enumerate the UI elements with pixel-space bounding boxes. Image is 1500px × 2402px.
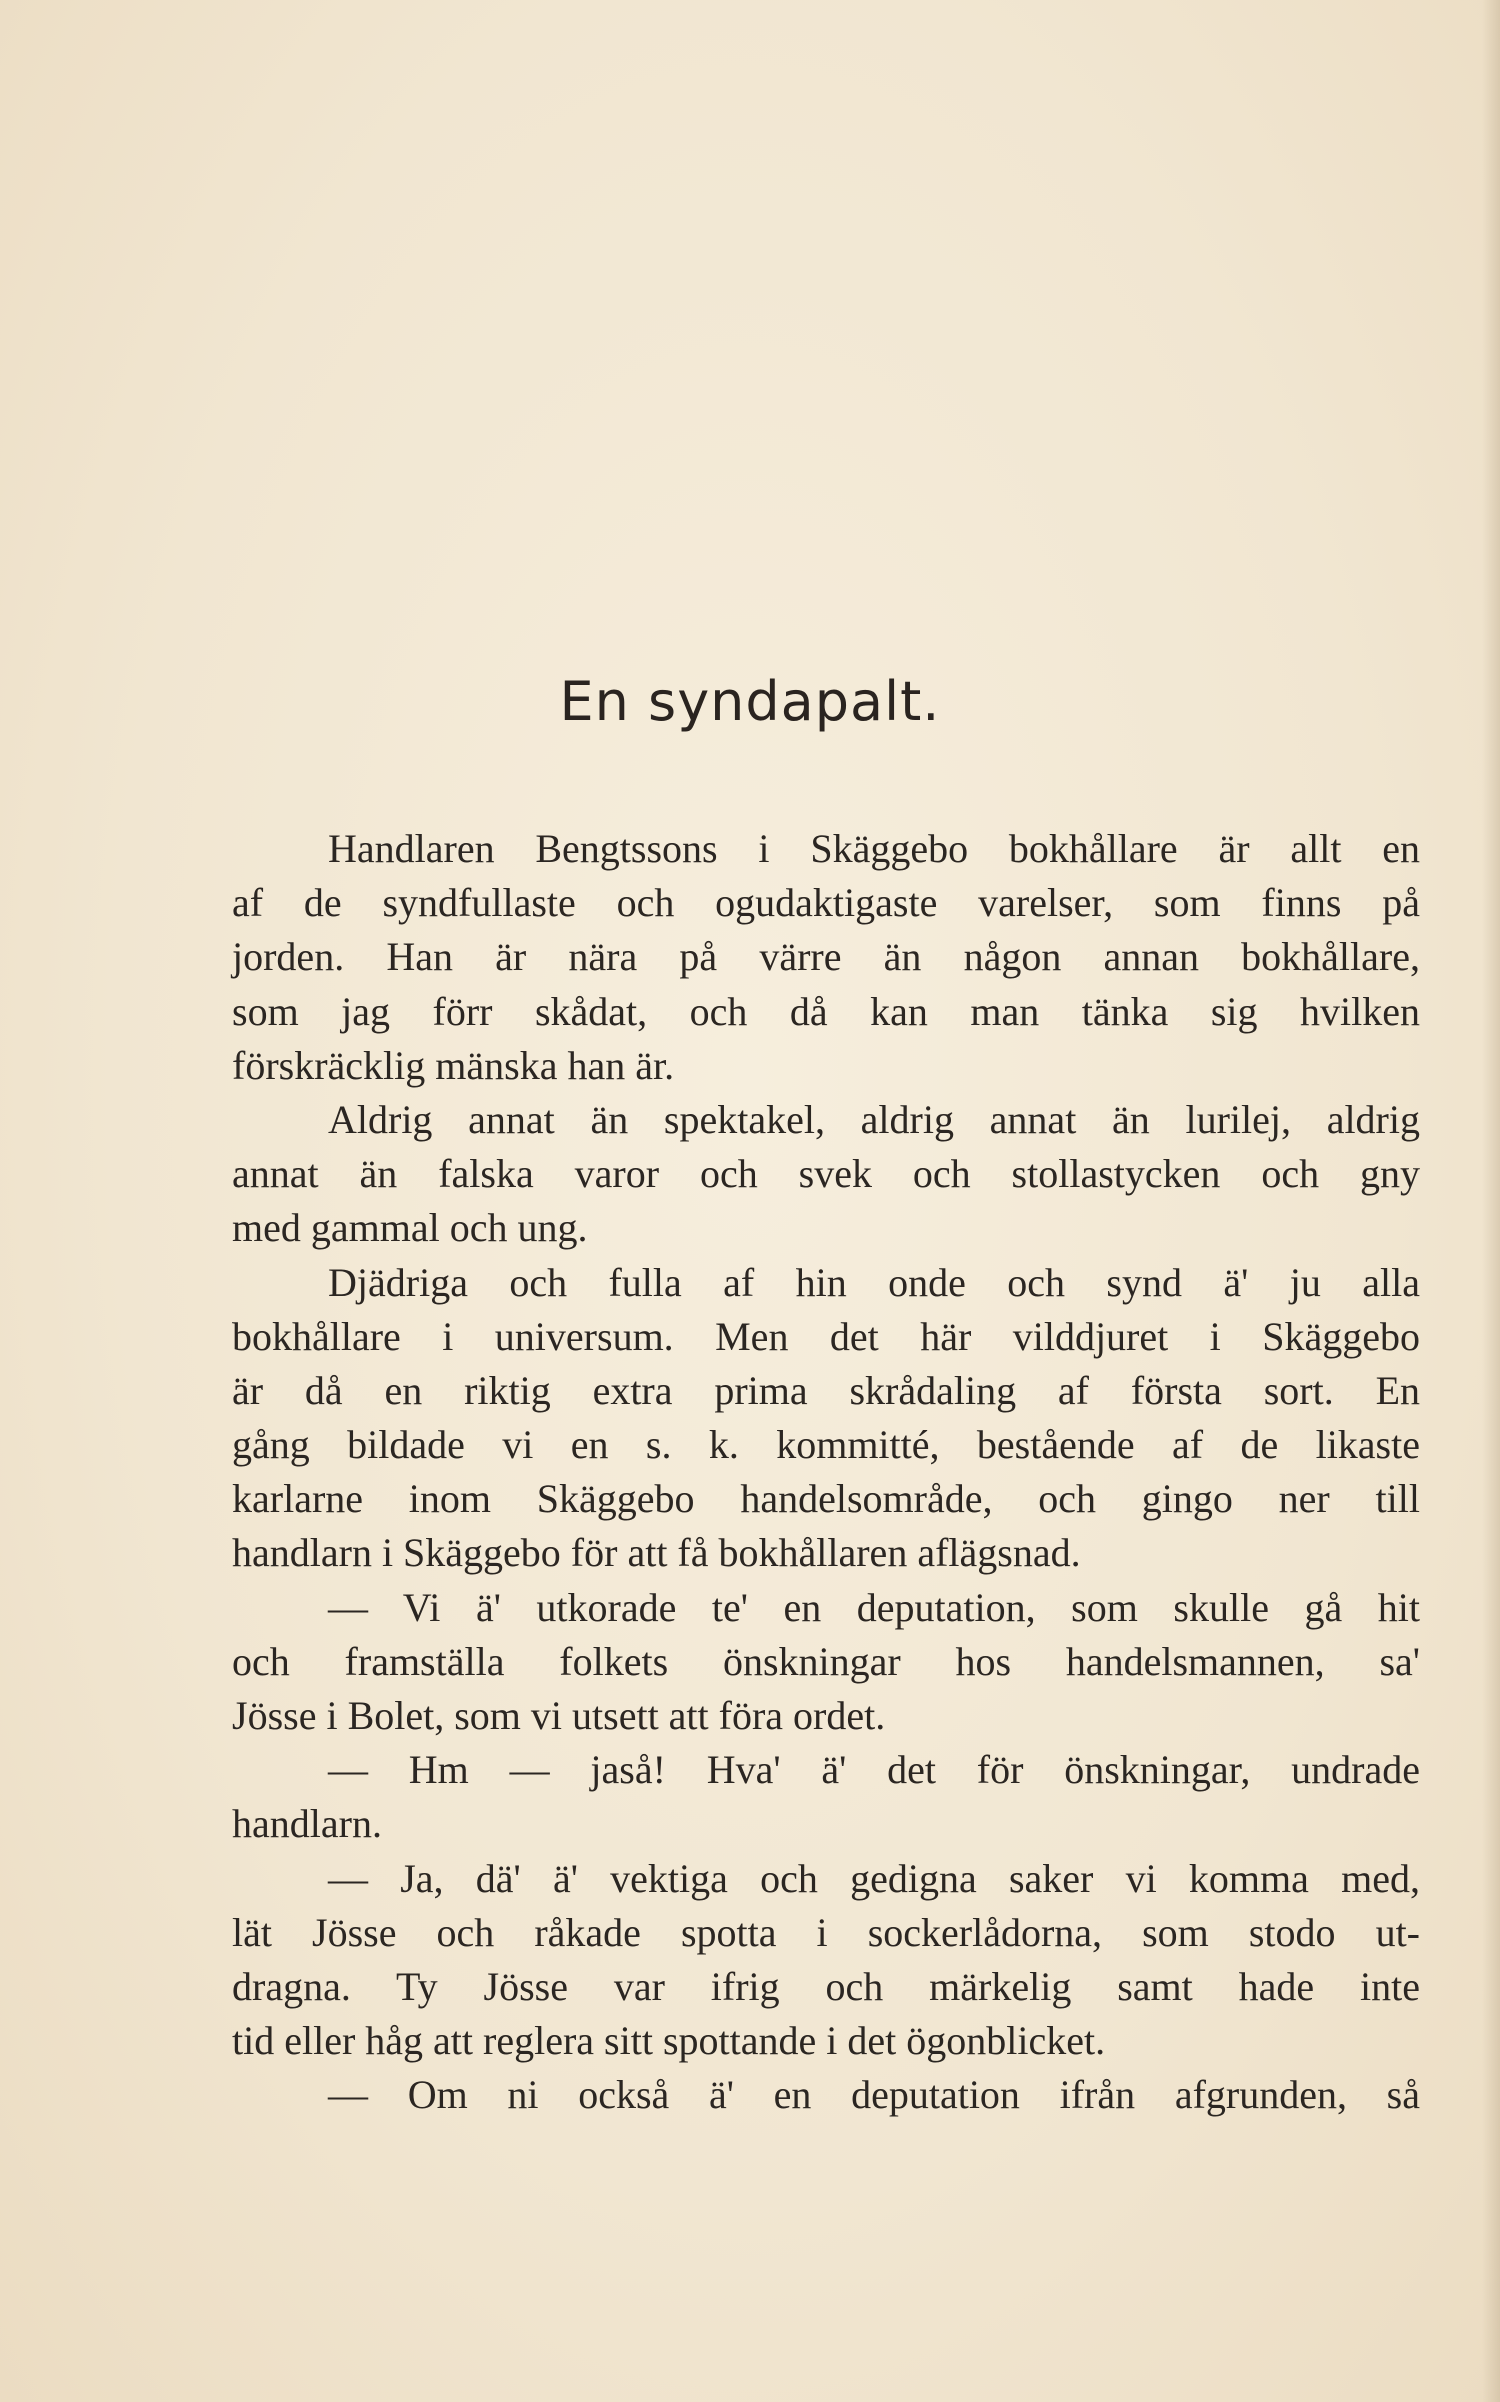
text-line: Djädriga och fulla af hin onde och synd ä' ju alla (328, 1259, 1420, 1305)
text-line: dragna. Ty Jösse var ifrig och märkelig samt hade inte (232, 1963, 1420, 2009)
text-line: tid eller håg att reglera sitt spottande i det ögonblicket. (232, 2018, 1106, 2064)
text-line: gång bildade vi en s. k. kommitté, bestående af de likaste (232, 1422, 1420, 1468)
text-line: handlarn i Skäggebo för att få bokhållaren aflägsnad. (232, 1530, 1081, 1576)
text-line: förskräcklig mänska han är. (232, 1042, 675, 1088)
text-line: Handlaren Bengtssons i Skäggebo bokhållare är allt en (328, 826, 1420, 871)
page-edge-shadow (1482, 0, 1500, 2402)
text-line: jorden. Han är nära på värre än någon annan bokhållare, (232, 934, 1420, 980)
text-line: som jag förr skådat, och då kan man tänka sig hvilken (232, 988, 1420, 1034)
text-line: Jösse i Bolet, som vi utsett att föra ordet. (232, 1693, 886, 1738)
text-line: och framställa folkets önskningar hos handelsmannen, sa' (232, 1638, 1420, 1684)
text-line: Aldrig annat än spektakel, aldrig annat än lurilej, aldrig (328, 1096, 1420, 1142)
chapter-title: En syndapalt. (559, 670, 941, 733)
text-line: med gammal och ung. (232, 1205, 588, 1251)
text-line: lät Jösse och råkade spotta i sockerlådorna, som stodo ut- (232, 1909, 1420, 1955)
text-line: karlarne inom Skäggebo handelsområde, och gingo ner till (232, 1476, 1420, 1522)
text-line: — Vi ä' utkorade te' en deputation, som skulle gå hit (328, 1584, 1420, 1630)
text-line: — Hm — jaså! Hva' ä' det för önskningar, undrade (328, 1747, 1420, 1793)
text-line: handlarn. (232, 1801, 382, 1847)
text-line: — Ja, dä' ä' vektiga och gedigna saker vi komma med, (328, 1855, 1420, 1901)
text-line: — Om ni också ä' en deputation ifrån afgrunden, så (328, 2072, 1420, 2118)
text-line: bokhållare i universum. Men det här vilddjuret i Skäggebo (232, 1313, 1420, 1359)
text-line: af de syndfullaste och ogudaktigaste varelser, som finns på (232, 880, 1420, 926)
body-text (232, 822, 1420, 2123)
text-line: annat än falska varor och svek och stollastycken och gny (232, 1151, 1420, 1197)
text-line: är då en riktig extra prima skrådaling af första sort. En (232, 1367, 1420, 1413)
